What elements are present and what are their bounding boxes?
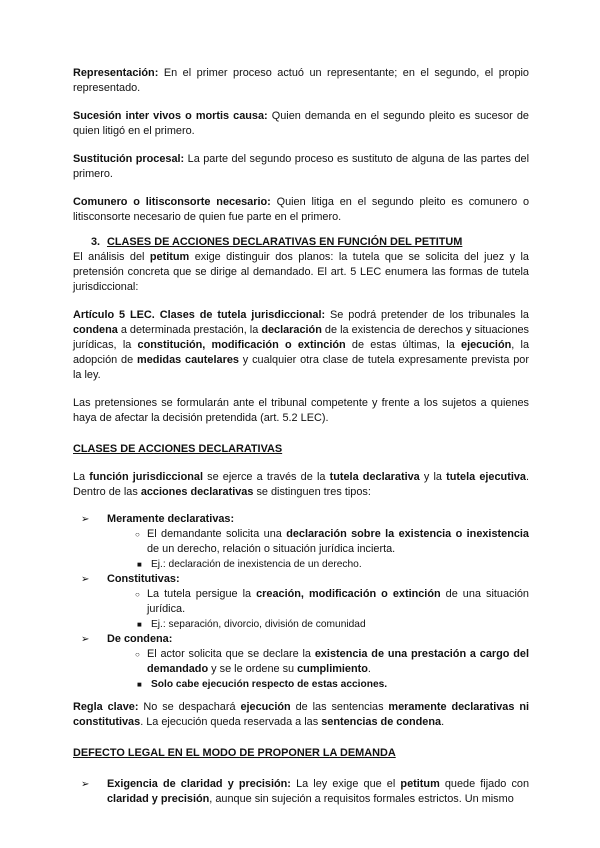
condena-label: De condena: [107,633,173,645]
funcion-text-4: . Dentro de las [73,471,529,498]
pretensiones-paragraph: Las pretensiones se formularán ante el tribunal competente y frente a los sujetos a quienes haya de afectar la decisión pretendida (art. 5.2 LEC). [73,397,529,424]
condena-example [137,677,529,692]
square-bullet-icon: ■ [137,560,142,569]
art5-text-6: y cualquier otra clase de tutela expresamente prevista por la ley. [73,354,529,381]
sucesion-text: Quien demanda en el segundo pleito es sucesor de quien litigó en el primero. [73,110,529,137]
funcion-paragraph [73,470,529,500]
funcion-text-2: se ejerce a través de la [202,471,330,483]
art5-text-5: , la adopción de [73,339,530,366]
comunero-label: Comunero o litisconsorte necesario: [73,196,271,208]
funcion-text-5: se distinguen tres tipos: [253,486,371,498]
sustitucion-label: Sustitución procesal: [73,153,185,165]
articulo-5-paragraph [73,308,529,383]
art5-bold-5: medidas cautelares [137,354,239,366]
funcion-bold-4: acciones declarativas [140,486,254,498]
constitutivas-text-2: de una situación jurídica. [147,588,529,615]
condena-bold-2: cumplimiento [297,663,368,675]
arrow-bullet-icon: ➢ [81,514,90,525]
regla-bold-3: sentencias de condena [321,716,442,728]
condena-text-1: El actor solicita que se declare la [147,648,315,660]
exigencia-item [81,777,529,807]
regla-bold-2: meramente declarativas ni constitutivas [73,701,529,728]
meramente-example-list [137,557,529,572]
exigencia-text-2: quede fijado con [439,778,530,790]
circle-bullet-icon: ○ [135,590,140,599]
art5-text-1: Se podrá pretender de los tribunales la [325,309,529,321]
constitutivas-example-list [137,617,529,632]
comunero-paragraph [73,195,529,225]
constitutivas-example-text: Ej.: separación, divorcio, división de comunidad [151,619,366,630]
arrow-bullet-icon: ➢ [81,779,90,790]
list-item-condena [81,632,529,692]
condena-example-list [137,677,529,692]
exigencia-bold-2: claridad y precisión [107,793,210,805]
condena-sublist [135,647,529,677]
list-item-constitutivas [81,572,529,632]
condena-desc [135,647,529,677]
exigencia-label: Exigencia de claridad y precisión: [107,778,291,790]
constitutivas-desc [135,587,529,617]
condena-text-2: y se le ordene su [208,663,298,675]
arrow-bullet-icon: ➢ [81,634,90,645]
meramente-label: Meramente declarativas: [107,513,235,525]
sustitucion-paragraph [73,152,529,182]
regla-text-3: . La ejecución queda reservada a las [140,716,322,728]
funcion-text-1: La [73,471,90,483]
arrow-bullet-icon: ➢ [81,574,90,585]
funcion-bold-2: tutela declarativa [329,471,420,483]
meramente-example [137,557,529,572]
meramente-example-text: Ej.: declaración de inexistencia de un derecho. [151,559,362,570]
art5-label: Artículo 5 LEC. Clases de tutela jurisdiccional: [73,309,326,321]
section-title: CLASES DE ACCIONES DECLARATIVAS EN FUNCIÓN DEL PETITUM [107,236,463,248]
representacion-text: En el primer proceso actuó un representante; en el segundo, el propio representado. [73,67,529,94]
regla-label: Regla clave: [73,701,139,713]
tipos-list [81,512,529,692]
funcion-bold-1: función jurisdiccional [89,471,203,483]
section-3-heading [91,235,529,250]
condena-bold-1: existencia de una prestación a cargo del demandado [147,648,530,675]
representacion-paragraph [73,66,529,96]
funcion-text-3: y la [419,471,447,483]
constitutivas-bold-1: creación, modificación o extinción [256,588,441,600]
constitutivas-text-1: La tutela persigue la [147,588,257,600]
sustitucion-text: La parte del segundo proceso es sustituto de alguna de las partes del primero. [73,153,529,180]
document-page [73,66,529,807]
meramente-bold-1: declaración sobre la existencia o inexistencia [286,528,529,540]
art5-text-4: de estas últimas, la [345,339,462,351]
constitutivas-label: Constitutivas: [107,573,180,585]
comunero-text: Quien litiga en el segundo pleito es comunero o litisconsorte necesario de quien fue parte en el primero. [73,196,530,223]
meramente-desc [135,527,529,557]
defecto-section-heading: DEFECTO LEGAL EN EL MODO DE PROPONER LA DEMANDA [73,747,396,759]
art5-bold-1: condena [73,324,118,336]
representacion-label: Representación: [73,67,159,79]
exigencia-list [81,777,529,807]
meramente-text-2: de un derecho, relación o situación jurídica incierta. [147,543,396,555]
funcion-bold-3: tutela ejecutiva [446,471,526,483]
regla-text-2: de las sentencias [290,701,389,713]
art5-bold-2: declaración [261,324,322,336]
constitutivas-example [137,617,529,632]
exigencia-text-3: , aunque sin sujeción a requisitos formales estrictos. Un mismo [209,793,514,805]
section-number: 3. [91,236,101,248]
regla-bold-1: ejecución [240,701,291,713]
intro-text-1: El análisis del [73,251,150,263]
circle-bullet-icon: ○ [135,650,140,659]
exigencia-bold-1: petitum [400,778,440,790]
meramente-sublist [135,527,529,557]
regla-text-4: . [441,716,445,728]
sucesion-label: Sucesión inter vivos o mortis causa: [73,110,268,122]
intro-bold-petitum: petitum [149,251,190,263]
sucesion-paragraph [73,109,529,139]
constitutivas-sublist [135,587,529,617]
art5-text-3: de la existencia de derechos y situaciones jurídicas, la [73,324,530,351]
meramente-text-1: El demandante solicita una [147,528,287,540]
intro-paragraph [73,250,529,295]
condena-text-3: . [367,663,371,675]
list-item-meramente [81,512,529,572]
square-bullet-icon: ■ [137,680,142,689]
square-bullet-icon: ■ [137,620,142,629]
circle-bullet-icon: ○ [135,530,140,539]
art5-text-2: a determinada prestación, la [117,324,262,336]
condena-example-text: Solo cabe ejecución respecto de estas acciones. [151,679,388,690]
clases-section-heading: CLASES DE ACCIONES DECLARATIVAS [73,443,283,455]
regla-text-1: No se despachará [138,701,241,713]
regla-clave-paragraph [73,700,529,730]
art5-bold-3: constitución, modificación o extinción [137,339,346,351]
exigencia-text-1: La ley exige que el [290,778,401,790]
intro-text-2: exige distinguir dos planos: la tutela que se solicita del juez y la pretensión concreta que se dirige al demandado. El art. 5 LEC enumera las formas de tutela jurisdiccional: [73,251,529,293]
art5-bold-4: ejecución [461,339,512,351]
